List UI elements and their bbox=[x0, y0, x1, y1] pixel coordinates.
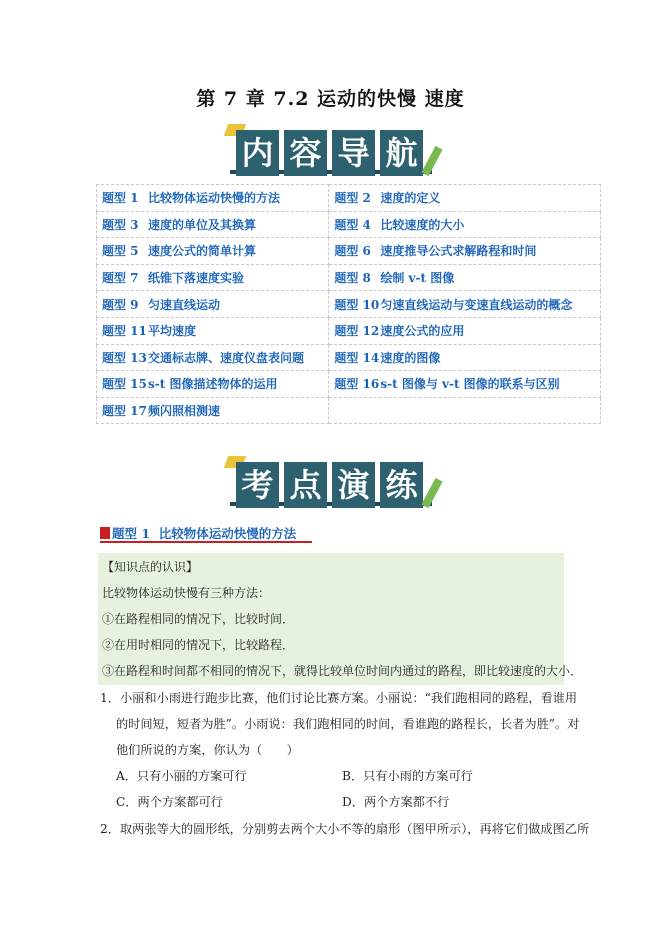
banner-content-nav bbox=[226, 124, 438, 182]
banner-char: 考 bbox=[236, 462, 279, 508]
nav-item[interactable] bbox=[97, 344, 329, 371]
banner-char: 内 bbox=[236, 130, 279, 176]
nav-item-number: 题型 10 bbox=[334, 297, 380, 312]
nav-item[interactable] bbox=[97, 238, 329, 265]
question-2-line: 2．取两张等大的圆形纸，分别剪去两个大小不等的扇形（图甲所示），再将它们做成图乙所 bbox=[100, 822, 590, 836]
nav-item-label: 频闪照相测速 bbox=[148, 404, 221, 419]
nav-item-label: 比较物体运动快慢的方法 bbox=[148, 191, 281, 206]
option-c: C．两个方案都可行 bbox=[116, 795, 223, 809]
option-b: B．只有小雨的方案可行 bbox=[342, 769, 473, 783]
option-d: D．两个方案都不行 bbox=[342, 795, 450, 809]
nav-item[interactable] bbox=[97, 264, 329, 291]
nav-item-number: 题型 9 bbox=[102, 297, 139, 312]
knowledge-point: ②在用时相同的情况下，比较路程． bbox=[102, 638, 295, 652]
nav-row bbox=[97, 317, 601, 344]
knowledge-intro: 比较物体运动快慢有三种方法： bbox=[102, 586, 271, 600]
section-marker-icon bbox=[100, 527, 110, 539]
nav-item[interactable] bbox=[97, 211, 329, 238]
question-1-line: 的时间短，短者为胜”。小雨说：我们跑相同的时间，看谁跑的路程长，长者为胜”。对 bbox=[116, 717, 580, 731]
nav-item[interactable] bbox=[329, 317, 601, 344]
nav-item[interactable] bbox=[97, 185, 329, 212]
knowledge-point: ③在路程和时间都不相同的情况下，就得比较单位时间内通过的路程，即比较速度的大小． bbox=[102, 664, 583, 678]
nav-item-number: 题型 7 bbox=[102, 271, 139, 286]
nav-item-label: 匀速直线运动 bbox=[148, 297, 221, 312]
nav-item-label: 速度的图像 bbox=[380, 350, 441, 365]
nav-row bbox=[97, 238, 601, 265]
nav-item[interactable] bbox=[329, 397, 601, 424]
knowledge-box bbox=[98, 553, 583, 685]
nav-item[interactable] bbox=[329, 238, 601, 265]
question-1-line: 他们所说的方案，你认为（ ） bbox=[116, 743, 299, 757]
nav-row bbox=[97, 185, 601, 212]
nav-item[interactable] bbox=[97, 371, 329, 398]
option-a: A．只有小丽的方案可行 bbox=[116, 769, 247, 783]
nav-item-number: 题型 12 bbox=[334, 324, 380, 339]
banner-practice bbox=[226, 456, 438, 514]
nav-item[interactable] bbox=[329, 291, 601, 318]
nav-item-number: 题型 13 bbox=[102, 350, 147, 365]
banner-char: 点 bbox=[284, 462, 327, 508]
nav-item-label: 绘制 v-t 图像 bbox=[380, 271, 455, 286]
nav-item-label: 速度的单位及其换算 bbox=[148, 217, 257, 232]
nav-item-number: 题型 4 bbox=[334, 217, 371, 232]
nav-item[interactable] bbox=[329, 185, 601, 212]
nav-item-number: 题型 14 bbox=[334, 350, 380, 365]
nav-item-label: s-t 图像与 v-t 图像的联系与区别 bbox=[380, 377, 560, 392]
nav-row bbox=[97, 397, 601, 424]
pencil-icon bbox=[421, 478, 442, 508]
banner-char: 演 bbox=[332, 462, 375, 508]
nav-item[interactable] bbox=[329, 371, 601, 398]
nav-item-number: 题型 5 bbox=[102, 244, 139, 259]
knowledge-point: ①在路程相同的情况下，比较时间． bbox=[102, 612, 295, 626]
nav-item[interactable] bbox=[97, 397, 329, 424]
nav-item-label: 速度公式的应用 bbox=[380, 324, 465, 339]
nav-item-label: 速度公式的简单计算 bbox=[148, 244, 257, 259]
nav-item-label: 交通标志牌、速度仪盘表问题 bbox=[148, 350, 305, 365]
topic-nav-table bbox=[96, 184, 601, 424]
nav-item[interactable] bbox=[329, 344, 601, 371]
nav-item-number: 题型 15 bbox=[102, 377, 147, 392]
banner-char: 容 bbox=[284, 130, 327, 176]
nav-item-label: 速度的定义 bbox=[380, 191, 441, 206]
nav-item[interactable] bbox=[97, 317, 329, 344]
nav-item-label: 速度推导公式求解路程和时间 bbox=[380, 244, 537, 259]
nav-item-number: 题型 11 bbox=[102, 324, 147, 339]
nav-item-label: s-t 图像描述物体的运用 bbox=[148, 377, 278, 392]
nav-item-number: 题型 1 bbox=[102, 191, 139, 206]
nav-item-number: 题型 8 bbox=[334, 271, 371, 286]
question-1-line: 1．小丽和小雨进行跑步比赛，他们讨论比赛方案。小丽说：“我们跑相同的路程，看谁用 bbox=[100, 691, 578, 705]
nav-item-number: 题型 16 bbox=[334, 377, 380, 392]
section-label: 题型 1 bbox=[112, 526, 151, 541]
nav-row bbox=[97, 291, 601, 318]
section-heading bbox=[100, 524, 312, 543]
nav-row bbox=[97, 264, 601, 291]
nav-item[interactable] bbox=[329, 211, 601, 238]
nav-row bbox=[97, 344, 601, 371]
nav-item-label: 平均速度 bbox=[148, 324, 197, 339]
knowledge-heading: 【知识点的认识】 bbox=[102, 560, 199, 574]
banner-char: 练 bbox=[380, 462, 423, 508]
nav-row bbox=[97, 211, 601, 238]
banner-char: 航 bbox=[380, 130, 423, 176]
page-title: 第 7 章 7.2 运动的快慢 速度 bbox=[196, 88, 465, 110]
banner-char: 导 bbox=[332, 130, 375, 176]
nav-item-number: 题型 3 bbox=[102, 217, 139, 232]
nav-item[interactable] bbox=[97, 291, 329, 318]
nav-item-number: 题型 2 bbox=[334, 191, 371, 206]
nav-item-label: 比较速度的大小 bbox=[380, 217, 465, 232]
nav-item[interactable] bbox=[329, 264, 601, 291]
nav-item-label: 匀速直线运动与变速直线运动的概念 bbox=[380, 297, 573, 312]
nav-item-number: 题型 6 bbox=[334, 244, 371, 259]
nav-row bbox=[97, 371, 601, 398]
section-title: 比较物体运动快慢的方法 bbox=[158, 526, 297, 541]
nav-item-label: 纸锥下落速度实验 bbox=[148, 271, 245, 286]
pencil-icon bbox=[421, 146, 442, 176]
nav-item-number: 题型 17 bbox=[102, 404, 147, 419]
